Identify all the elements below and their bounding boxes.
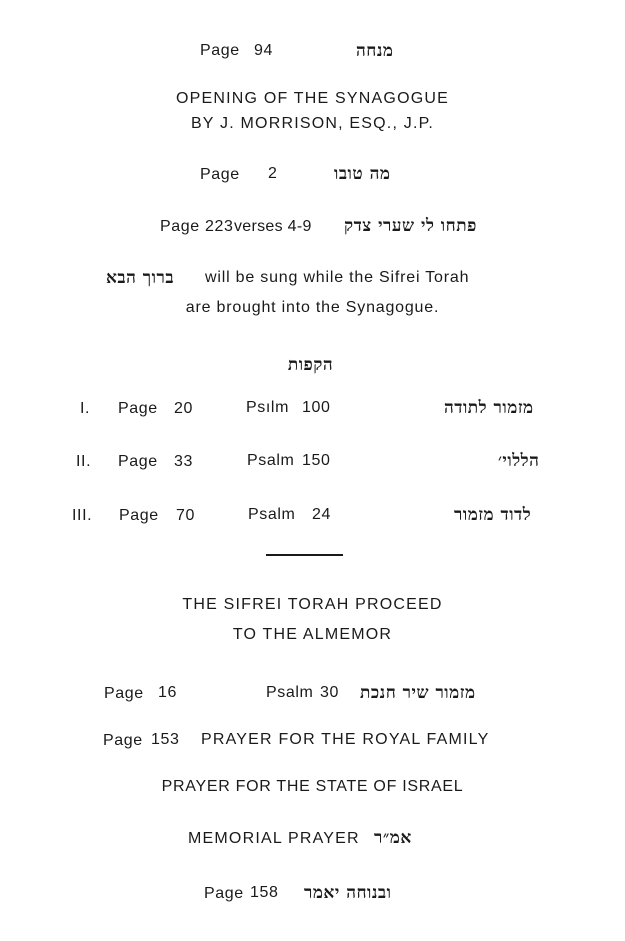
header-page-label: Page (200, 42, 240, 59)
hakafot-row-2-hebrew: הללוי׳ (498, 451, 540, 471)
royal-page-label: Page (103, 732, 143, 749)
hakafot-row-2-page-number: 33 (174, 453, 193, 470)
hakafot-row-3-psalm-label: Psalm (248, 506, 296, 523)
mah-tovu-page-label: Page (200, 166, 240, 183)
israel-prayer-text: PRAYER FOR THE STATE OF ISRAEL (161, 778, 464, 795)
uvnucho-page-number: 158 (250, 884, 279, 901)
uvnucho-hebrew: ובנוחה יאמר (304, 883, 392, 903)
mah-tovu-hebrew: מה טובו (334, 164, 391, 184)
baruch-line-1: will be sung while the Sifrei Torah (205, 269, 470, 286)
header-hebrew-title: מנחה (356, 41, 394, 61)
hakafot-row-3-page-number: 70 (176, 507, 195, 524)
proceed-line-2: TO THE ALMEMOR (232, 626, 393, 643)
hakafot-row-1-page-label: Page (118, 400, 158, 417)
psalm30-psalm-number: 30 (320, 684, 339, 701)
pitchu-hebrew: פתחו לי שערי צדק (344, 216, 477, 236)
psalm30-page-label: Page (104, 685, 144, 702)
hakafot-row-1-page-number: 20 (174, 400, 193, 417)
section-divider (266, 554, 343, 556)
psalm30-page-number: 16 (158, 684, 177, 701)
pitchu-page-label: Page (160, 218, 200, 235)
hakafot-row-1-numeral: I. (80, 400, 91, 417)
memorial-hebrew: אמ״ר (374, 828, 412, 848)
royal-page-number: 153 (151, 731, 180, 748)
mah-tovu-page-number: 2 (268, 165, 278, 182)
hakafot-row-3-hebrew: לדוד מזמור (454, 505, 532, 525)
opening-line-2: BY J. MORRISON, ESQ., J.P. (190, 115, 435, 132)
hakafot-row-3-numeral: III. (72, 507, 93, 524)
psalm30-hebrew: מזמור שיר חנכת (360, 683, 476, 703)
psalm30-psalm-label: Psalm (266, 684, 314, 701)
hakafot-row-1-psalm-number: 100 (302, 399, 331, 416)
memorial-prayer-text: MEMORIAL PRAYER (188, 830, 360, 847)
hakafot-row-2-psalm-label: Psalm (247, 452, 295, 469)
hakafot-row-2-page-label: Page (118, 453, 158, 470)
proceed-line-1: THE SIFREI TORAH PROCEED (182, 596, 443, 613)
uvnucho-page-label: Page (204, 885, 244, 902)
baruch-hebrew: ברוך הבא (106, 268, 175, 288)
baruch-line-2: are brought into the Synagogue. (185, 299, 440, 316)
pitchu-page-number: 223 (205, 218, 234, 235)
hakafot-row-1-psalm-label: Psılm (246, 399, 289, 416)
header-page-number: 94 (254, 42, 273, 59)
hakafot-row-3-page-label: Page (119, 507, 159, 524)
opening-line-1: OPENING OF THE SYNAGOGUE (176, 90, 449, 107)
pitchu-verses: verses 4-9 (234, 218, 312, 235)
hakafot-title: הקפות (287, 355, 334, 375)
hakafot-row-2-numeral: II. (76, 453, 92, 470)
royal-prayer-text: PRAYER FOR THE ROYAL FAMILY (201, 731, 490, 748)
hakafot-row-2-psalm-number: 150 (302, 452, 331, 469)
hakafot-row-1-hebrew: מזמור לתודה (444, 398, 534, 418)
hakafot-row-3-psalm-number: 24 (312, 506, 331, 523)
